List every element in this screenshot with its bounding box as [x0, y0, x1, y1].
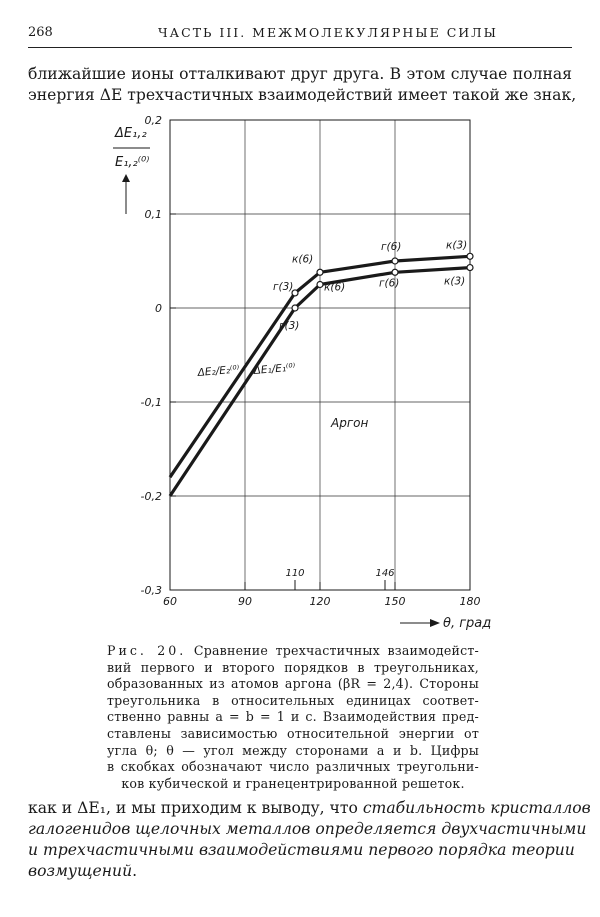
data-label: г(6) — [381, 241, 402, 253]
x-axis-label: θ, град — [443, 616, 492, 631]
text-span: как и ΔE₁, и мы приходим к выводу, что — [28, 799, 363, 817]
figure-chart — [0, 100, 600, 640]
caption-line: образованных из атомов аргона (βR = 2,4). Стороны — [107, 676, 479, 692]
caption-line — [107, 643, 479, 660]
caption-line: угла θ; θ — угол между сторонами a и b. Цифры — [107, 742, 479, 758]
italic-span: стабильность кристаллов — [362, 799, 591, 817]
figure-label: Рис. 20. — [107, 643, 187, 658]
x-mark-label: 146 — [375, 568, 395, 579]
data-label: к(6) — [292, 253, 314, 266]
data-label: к(3) — [446, 239, 468, 252]
paragraph-bottom — [28, 798, 591, 882]
text-line: энергия ΔE трехчастичных взаимодействий имеет такой же знак, — [28, 86, 577, 104]
page-number: 268 — [28, 25, 53, 40]
x-tick-label: 60 — [163, 595, 177, 608]
text-line: галогенидов щелочных металлов определяется двухчастичными — [28, 820, 587, 838]
text-line: и трехчастичными взаимодействиями первого порядка теории — [28, 841, 575, 859]
italic-span: возмущений — [28, 862, 133, 880]
data-label: г(3) — [279, 320, 300, 332]
x-tick-label: 180 — [459, 595, 481, 608]
x-tick-label: 120 — [309, 595, 331, 608]
y-axis-label-denominator: E₁,₂⁽⁰⁾ — [115, 155, 150, 170]
caption-line: ков кубической и гранецентрированной решеток. — [121, 775, 465, 791]
data-point — [467, 253, 473, 259]
x-tick-label: 90 — [238, 595, 252, 608]
grid-lines — [170, 120, 470, 590]
y-tick-label: 0,2 — [144, 114, 162, 127]
x-mark-label: 110 — [285, 568, 305, 579]
y-tick-label: -0,3 — [140, 584, 162, 597]
y-tick-label: -0,2 — [140, 490, 162, 503]
data-label: к(3) — [444, 275, 466, 288]
caption-line: ственно равны a = b = 1 и c. Взаимодействия пред- — [107, 709, 479, 725]
caption-line: вий первого и второго порядков в треугольниках, — [107, 659, 479, 675]
data-point — [392, 258, 398, 264]
text-line — [28, 861, 572, 882]
y-tick-label: 0,1 — [144, 208, 162, 221]
y-tick-label: -0,1 — [140, 396, 162, 409]
text-span: . — [132, 862, 138, 880]
y-tick-label: 0 — [155, 302, 162, 315]
figure-caption — [107, 643, 479, 792]
y-axis-arrow-head — [122, 174, 130, 182]
data-label: г(6) — [379, 277, 400, 290]
x-axis-arrow-head — [430, 619, 440, 627]
caption-text: Сравнение трехчастичных взаимодейст- — [193, 643, 479, 658]
text-line — [28, 798, 591, 819]
series-name-label: ΔE₂/E₂⁽⁰⁾ — [197, 363, 240, 379]
y-axis-label-numerator: ΔE₁,₂ — [115, 126, 147, 141]
x-tick-label: 150 — [384, 595, 406, 608]
caption-line: треугольника в относительных единицах соответ- — [107, 692, 479, 708]
data-point — [467, 265, 473, 271]
running-title: ЧАСТЬ III. МЕЖМОЛЕКУЛЯРНЫЕ СИЛЫ — [158, 25, 498, 40]
data-point — [292, 305, 298, 311]
data-label: к(6) — [324, 281, 346, 294]
caption-line: ставлены зависимостью относительной энергии от — [107, 725, 479, 741]
series-name-label: ΔE₁/E₁⁽⁰⁾ — [253, 361, 296, 377]
data-label: г(3) — [273, 280, 294, 293]
data-point — [317, 269, 323, 275]
header-rule — [28, 47, 572, 48]
data-point — [392, 269, 398, 275]
running-header — [28, 25, 572, 43]
text-line: ближайшие ионы отталкивают друг друга. В этом случае полная — [28, 65, 572, 83]
caption-line: в скобках обозначают число различных треугольни- — [107, 759, 479, 775]
data-point — [317, 282, 323, 288]
chart-annotation: Аргон — [331, 416, 369, 430]
